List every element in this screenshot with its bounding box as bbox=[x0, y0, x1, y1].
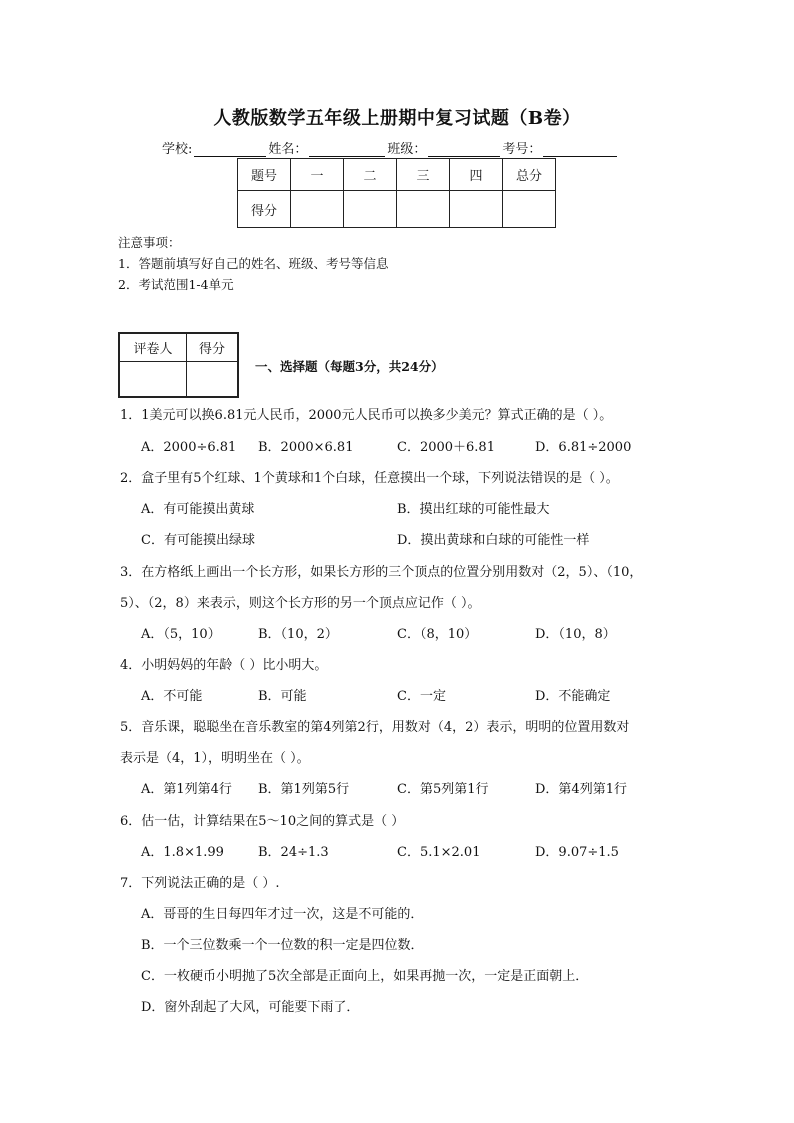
question-stem: 2．盒子里有5个红球、1个黄球和1个白球，任意摸出一个球，下列说法错误的是（ ）。 bbox=[120, 471, 619, 486]
option[interactable]: D．窗外刮起了大风，可能要下雨了． bbox=[141, 1000, 360, 1015]
student-info-line bbox=[162, 138, 619, 157]
score-header-cell: 四 bbox=[450, 159, 503, 191]
question-stem: 5）、（2，8）来表示，则这个长方形的另一个顶点应记作（ ）。 bbox=[120, 596, 481, 611]
option[interactable]: B．摸出红球的可能性最大 bbox=[397, 502, 550, 517]
score-cell[interactable] bbox=[291, 191, 344, 228]
option[interactable]: C．5.1×2.01 bbox=[397, 845, 481, 860]
option[interactable]: C．第5列第1行 bbox=[397, 782, 489, 797]
page-title: 人教版数学五年级上册期中复习试题（B卷） bbox=[213, 108, 581, 129]
question-stem: 3．在方格纸上画出一个长方形，如果长方形的三个顶点的位置分别用数对（2，5）、（10， bbox=[120, 565, 643, 580]
class-label: 班级： bbox=[387, 142, 427, 157]
score-header-cell: 一 bbox=[291, 159, 344, 191]
option[interactable]: B．2000×6.81 bbox=[258, 440, 354, 455]
score-cell[interactable] bbox=[397, 191, 450, 228]
school-label: 学校: bbox=[162, 142, 193, 157]
option[interactable]: C．2000＋6.81 bbox=[397, 440, 495, 455]
option[interactable]: C．一定 bbox=[397, 689, 446, 704]
name-blank[interactable] bbox=[309, 142, 385, 157]
notes-heading: 注意事项： bbox=[118, 235, 181, 250]
score-cell[interactable] bbox=[450, 191, 503, 228]
school-blank[interactable] bbox=[194, 142, 266, 157]
option[interactable]: C．（8，10） bbox=[397, 627, 478, 642]
question-stem: 6．估一估，计算结果在5～10之间的算式是（ ） bbox=[120, 814, 405, 829]
option[interactable]: C．有可能摸出绿球 bbox=[141, 533, 255, 548]
notes bbox=[118, 232, 388, 295]
question-stem: 表示是（4，1），明明坐在（ ）。 bbox=[120, 751, 310, 766]
option[interactable]: A．有可能摸出黄球 bbox=[141, 502, 255, 517]
grader-header-cell: 评卷人 bbox=[119, 333, 187, 362]
option[interactable]: B．第1列第5行 bbox=[258, 782, 350, 797]
score-header-cell: 总分 bbox=[503, 159, 556, 191]
option[interactable]: B．24÷1.3 bbox=[258, 845, 329, 860]
grader-cell[interactable] bbox=[119, 362, 187, 398]
option[interactable]: D．不能确定 bbox=[535, 689, 611, 704]
option[interactable]: D．9.07÷1.5 bbox=[535, 845, 619, 860]
grader-table bbox=[118, 332, 239, 398]
option[interactable]: A．（5，10） bbox=[141, 627, 221, 642]
option[interactable]: A．2000÷6.81 bbox=[141, 440, 237, 455]
option[interactable]: D．第4列第1行 bbox=[535, 782, 627, 797]
option[interactable]: B．一个三位数乘一个一位数的积一定是四位数． bbox=[141, 938, 424, 953]
grader-cell[interactable] bbox=[187, 362, 239, 398]
question-stem: 1．1美元可以换6.81元人民币，2000元人民币可以换多少美元？算式正确的是（ ）。 bbox=[120, 408, 613, 423]
exam-no-blank[interactable] bbox=[543, 142, 617, 157]
name-label: 姓名： bbox=[268, 142, 308, 157]
exam-no-label: 考号： bbox=[502, 142, 542, 157]
option[interactable]: D．摸出黄球和白球的可能性一样 bbox=[397, 533, 590, 548]
option[interactable]: A．第1列第4行 bbox=[141, 782, 232, 797]
score-header-cell: 三 bbox=[397, 159, 450, 191]
score-header-cell: 二 bbox=[344, 159, 397, 191]
score-table bbox=[237, 158, 556, 228]
note-item: 2．考试范围1-4单元 bbox=[118, 277, 234, 292]
option[interactable]: A．不可能 bbox=[141, 689, 203, 704]
option[interactable]: B．（10，2） bbox=[258, 627, 338, 642]
score-header-cell: 题号 bbox=[238, 159, 291, 191]
score-cell[interactable] bbox=[344, 191, 397, 228]
score-cell[interactable] bbox=[503, 191, 556, 228]
question-stem: 4．小明妈妈的年龄（ ）比小明大。 bbox=[120, 658, 328, 673]
option[interactable]: B．可能 bbox=[258, 689, 307, 704]
note-item: 1．答题前填写好自己的姓名、班级、考号等信息 bbox=[118, 256, 389, 271]
question-stem: 5．音乐课，聪聪坐在音乐教室的第4列第2行，用数对（4，2）表示，明明的位置用数对 bbox=[120, 720, 630, 735]
section-heading: 一、选择题（每题3分，共24分） bbox=[255, 359, 444, 374]
option[interactable]: C．一枚硬币小明抛了5次全部是正面向上，如果再抛一次，一定是正面朝上． bbox=[141, 969, 589, 984]
option[interactable]: D．6.81÷2000 bbox=[535, 440, 632, 455]
option[interactable]: A．哥哥的生日每四年才过一次，这是不可能的． bbox=[141, 907, 424, 922]
option[interactable]: A．1.8×1.99 bbox=[141, 845, 224, 860]
grader-header-cell: 得分 bbox=[187, 333, 239, 362]
option[interactable]: D．（10，8） bbox=[535, 627, 616, 642]
score-row-label: 得分 bbox=[238, 191, 291, 228]
class-blank[interactable] bbox=[428, 142, 500, 157]
question-stem: 7．下列说法正确的是（ ）. bbox=[120, 876, 280, 891]
